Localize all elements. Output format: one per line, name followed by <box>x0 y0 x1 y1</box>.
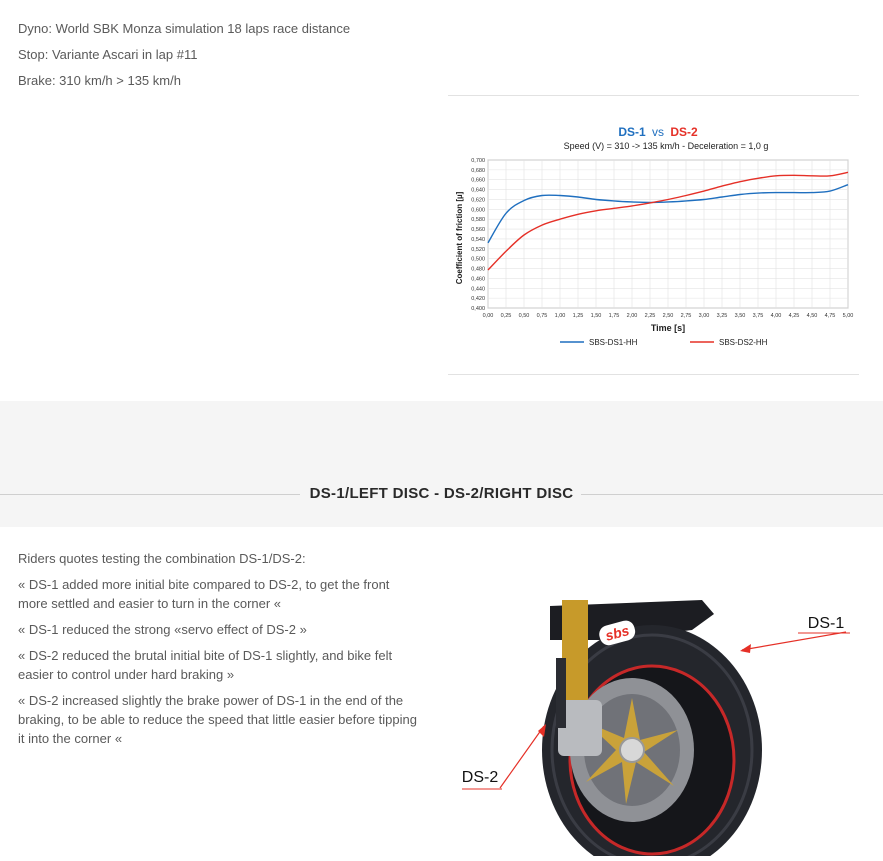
quote-3: « DS-2 reduced the brutal initial bite of DS-1 slightly, and bike felt easier to control under hard braking » <box>18 648 393 682</box>
x-tick-label: 1,75 <box>608 313 620 319</box>
fork-guard <box>556 658 566 728</box>
y-tick-label: 0,500 <box>471 256 485 263</box>
y-tick-label: 0,460 <box>471 276 485 283</box>
x-tick-label: 1,50 <box>590 313 602 319</box>
divider-chart-bottom <box>448 374 859 375</box>
front-wheel-photo <box>452 600 872 856</box>
y-tick-label: 0,440 <box>471 286 485 293</box>
y-tick-label: 0,680 <box>471 167 485 174</box>
legend-label-2: SBS-DS2-HH <box>719 338 768 347</box>
chart-grid <box>488 160 848 308</box>
section-band <box>0 401 883 527</box>
x-axis-label: Time [s] <box>650 323 686 333</box>
divider-top <box>448 95 859 96</box>
x-tick-label: 1,00 <box>554 313 566 319</box>
x-tick-label: 4,00 <box>770 313 782 319</box>
brake-test-specs <box>18 16 350 94</box>
y-tick-label: 0,660 <box>471 177 485 184</box>
friction-chart <box>448 118 868 358</box>
y-tick-label: 0,700 <box>471 158 485 164</box>
sbs-logo-text: sbs <box>603 622 631 644</box>
x-tick-label: 3,50 <box>734 313 746 319</box>
x-tick-label: 2,00 <box>626 313 638 319</box>
y-tick-label: 0,520 <box>471 246 485 253</box>
front-wheel-illustration <box>452 600 872 856</box>
ds2-arrow-line <box>500 726 544 788</box>
chart-title <box>618 125 698 139</box>
quotes-intro: Riders quotes testing the combination DS-1/DS-2: <box>18 551 306 566</box>
friction-chart-svg <box>448 118 868 358</box>
legend-label-1: SBS-DS1-HH <box>589 338 638 347</box>
section-title <box>0 485 883 502</box>
quote-2: « DS-1 reduced the strong «servo effect of DS-2 » <box>18 622 307 637</box>
x-tick-label: 3,25 <box>716 313 728 319</box>
chart-title-vs: vs <box>652 125 664 139</box>
quote-1: « DS-1 added more initial bite compared to DS-2, to get the front more settled and easier to turn in the corner « <box>18 577 390 611</box>
y-tick-label: 0,600 <box>471 207 485 214</box>
x-tick-label: 5,00 <box>842 313 854 319</box>
x-tick-label: 0,75 <box>536 313 548 319</box>
dyno-spec: Dyno: World SBK Monza simulation 18 laps race distance <box>18 21 351 36</box>
brake-spec: Brake: 310 km/h > 135 km/h <box>18 73 181 88</box>
x-tick-label: 3,00 <box>698 313 710 319</box>
chart-title-ds1: DS-1 <box>618 125 646 139</box>
x-tick-label: 0,25 <box>500 313 512 319</box>
x-tick-label: 2,25 <box>644 313 656 319</box>
x-tick-label: 2,50 <box>662 313 674 319</box>
ds1-label: DS-1 <box>807 615 845 632</box>
y-tick-label: 0,540 <box>471 236 485 243</box>
ds1-arrow-head <box>740 644 751 653</box>
x-tick-label: 4,75 <box>824 313 836 319</box>
x-tick-label: 2,75 <box>680 313 692 319</box>
x-tick-label: 3,75 <box>752 313 764 319</box>
rider-quotes <box>18 549 418 755</box>
x-tick-label: 4,25 <box>788 313 800 319</box>
x-tick-label: 4,50 <box>806 313 818 319</box>
y-tick-label: 0,560 <box>471 227 485 234</box>
y-tick-label: 0,580 <box>471 217 485 224</box>
x-tick-labels <box>483 313 854 319</box>
chart-title-ds2: DS-2 <box>670 125 698 139</box>
y-tick-label: 0,420 <box>471 296 485 303</box>
ds2-label: DS-2 <box>461 769 499 786</box>
y-axis-label: Coefficient of friction [µ] <box>455 191 464 285</box>
section-title-text: DS-1/LEFT DISC - DS-2/RIGHT DISC <box>302 485 582 502</box>
x-tick-label: 1,25 <box>572 313 584 319</box>
x-tick-label: 0,50 <box>518 313 530 319</box>
y-tick-label: 0,400 <box>471 306 485 312</box>
quote-4: « DS-2 increased slightly the brake power of DS-1 in the end of the braking, to be able to reduce the speed that little easier before tipping it into the corner « <box>18 693 417 746</box>
x-tick-label: 0,00 <box>482 313 494 319</box>
stop-spec: Stop: Variante Ascari in lap #11 <box>18 47 198 62</box>
y-tick-label: 0,640 <box>471 187 485 194</box>
y-tick-label: 0,620 <box>471 197 485 204</box>
y-tick-labels <box>471 158 485 312</box>
chart-legend <box>560 338 768 347</box>
ds1-arrow-line <box>742 632 846 650</box>
y-tick-label: 0,480 <box>471 266 485 273</box>
chart-subtitle: Speed (V) = 310 -> 135 km/h - Deceleration = 1,0 g <box>563 141 769 151</box>
wheel-hub <box>620 738 644 762</box>
